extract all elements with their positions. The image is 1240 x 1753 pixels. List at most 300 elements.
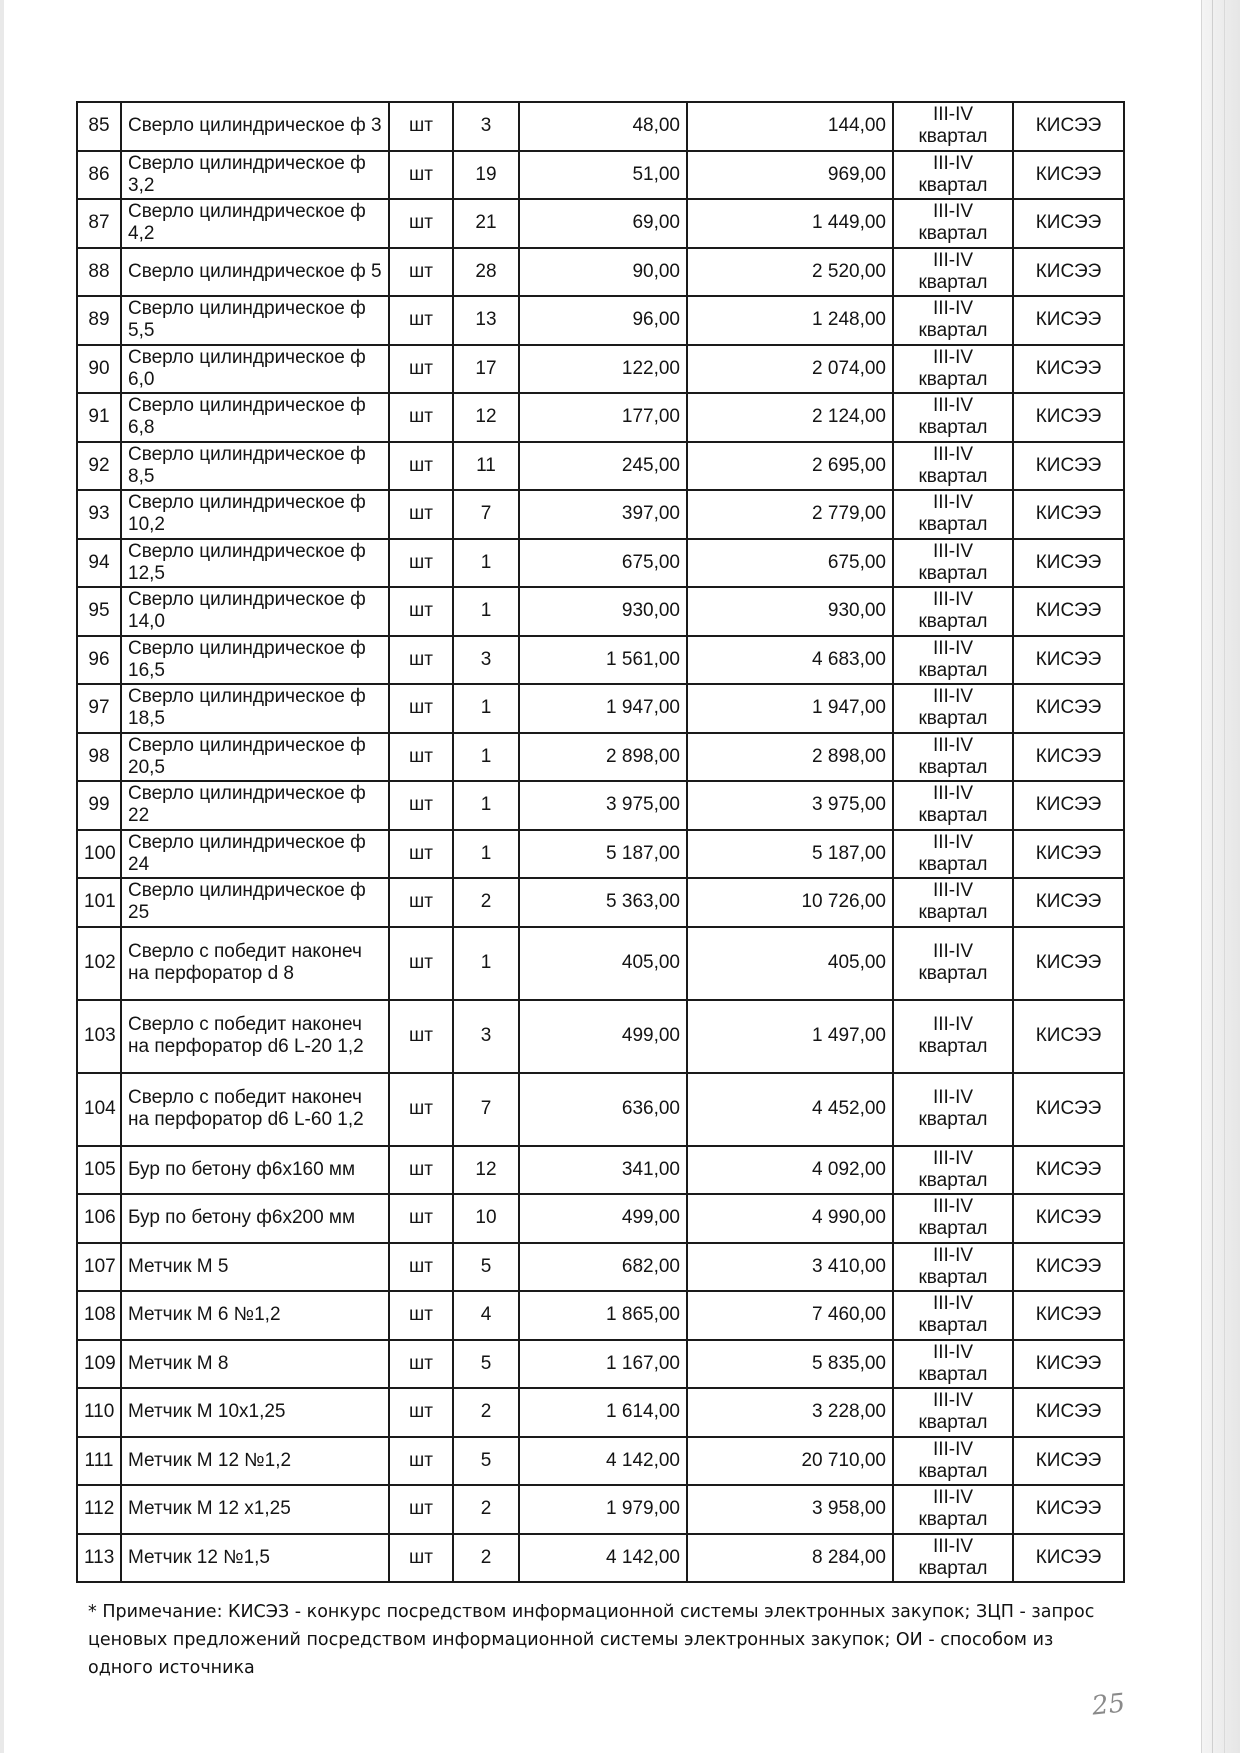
cell-item-name: Сверло цилиндрическое ф 10,2 — [121, 490, 389, 539]
cell-quantity: 3 — [453, 1000, 519, 1073]
cell-price: 122,00 — [519, 345, 687, 394]
cell-price: 405,00 — [519, 927, 687, 1000]
period-unit: квартал — [918, 756, 988, 778]
cell-period — [893, 490, 1013, 539]
cell-number: 113 — [77, 1534, 121, 1583]
cell-price: 177,00 — [519, 393, 687, 442]
period-range: III-IV — [932, 1535, 974, 1557]
table-row — [77, 781, 1124, 830]
cell-item-name: Метчик М 5 — [121, 1243, 389, 1292]
cell-unit: шт — [389, 1340, 453, 1389]
cell-sum: 3 228,00 — [687, 1388, 893, 1437]
procurement-items-table — [76, 101, 1125, 1583]
table-row — [77, 1291, 1124, 1340]
cell-period — [893, 1437, 1013, 1486]
period-range: III-IV — [932, 249, 974, 271]
cell-method: КИСЭЭ — [1013, 684, 1124, 733]
table-row — [77, 248, 1124, 297]
cell-number: 85 — [77, 102, 121, 151]
cell-item-name: Сверло цилиндрическое ф 12,5 — [121, 539, 389, 588]
period-range: III-IV — [932, 1244, 974, 1266]
cell-number: 106 — [77, 1194, 121, 1243]
cell-item-name: Бур по бетону ф6х160 мм — [121, 1146, 389, 1195]
table-row — [77, 733, 1124, 782]
cell-period — [893, 636, 1013, 685]
cell-sum: 4 990,00 — [687, 1194, 893, 1243]
period-unit: квартал — [918, 223, 988, 245]
period-unit: квартал — [918, 1169, 988, 1191]
cell-period — [893, 102, 1013, 151]
cell-number: 90 — [77, 345, 121, 394]
cell-number: 98 — [77, 733, 121, 782]
period-unit: квартал — [918, 1266, 988, 1288]
cell-item-name: Сверло цилиндрическое ф 18,5 — [121, 684, 389, 733]
page-number: 25 — [1090, 1688, 1127, 1722]
cell-sum: 10 726,00 — [687, 878, 893, 927]
cell-quantity: 13 — [453, 296, 519, 345]
cell-price: 1 561,00 — [519, 636, 687, 685]
cell-sum: 1 497,00 — [687, 1000, 893, 1073]
cell-number: 97 — [77, 684, 121, 733]
period-unit: квартал — [918, 659, 988, 681]
period-range: III-IV — [932, 686, 974, 708]
cell-price: 499,00 — [519, 1194, 687, 1243]
cell-number: 109 — [77, 1340, 121, 1389]
cell-sum: 3 975,00 — [687, 781, 893, 830]
cell-item-name: Метчик 12 №1,5 — [121, 1534, 389, 1583]
cell-number: 88 — [77, 248, 121, 297]
cell-item-name: Сверло цилиндрическое ф 22 — [121, 781, 389, 830]
cell-price: 1 979,00 — [519, 1485, 687, 1534]
cell-unit: шт — [389, 151, 453, 200]
cell-period — [893, 684, 1013, 733]
cell-period — [893, 1340, 1013, 1389]
cell-item-name: Сверло цилиндрическое ф 3,2 — [121, 151, 389, 200]
cell-unit: шт — [389, 781, 453, 830]
cell-quantity: 12 — [453, 393, 519, 442]
cell-quantity: 1 — [453, 927, 519, 1000]
cell-item-name: Сверло цилиндрическое ф 5 — [121, 248, 389, 297]
period-unit: квартал — [918, 1109, 988, 1130]
table-row — [77, 636, 1124, 685]
cell-price: 675,00 — [519, 539, 687, 588]
cell-number: 92 — [77, 442, 121, 491]
scan-page-edge-shadow — [1201, 0, 1240, 1753]
cell-quantity: 1 — [453, 830, 519, 879]
cell-period — [893, 1291, 1013, 1340]
cell-method: КИСЭЭ — [1013, 927, 1124, 1000]
period-unit: квартал — [918, 902, 988, 924]
cell-method: КИСЭЭ — [1013, 151, 1124, 200]
cell-period — [893, 1485, 1013, 1534]
period-range: III-IV — [932, 1196, 974, 1218]
cell-item-name: Сверло цилиндрическое ф 4,2 — [121, 199, 389, 248]
cell-quantity: 2 — [453, 1388, 519, 1437]
period-range: III-IV — [932, 734, 974, 756]
cell-quantity: 2 — [453, 1534, 519, 1583]
period-range: III-IV — [932, 395, 974, 417]
cell-price: 96,00 — [519, 296, 687, 345]
cell-method: КИСЭЭ — [1013, 1291, 1124, 1340]
cell-period — [893, 1146, 1013, 1195]
table-row — [77, 1194, 1124, 1243]
scan-left-edge — [0, 0, 4, 1753]
cell-method: КИСЭЭ — [1013, 102, 1124, 151]
cell-number: 86 — [77, 151, 121, 200]
cell-period — [893, 781, 1013, 830]
cell-unit: шт — [389, 1243, 453, 1292]
period-unit: квартал — [918, 1315, 988, 1337]
cell-unit: шт — [389, 1388, 453, 1437]
period-unit: квартал — [918, 1218, 988, 1240]
cell-method: КИСЭЭ — [1013, 733, 1124, 782]
cell-quantity: 17 — [453, 345, 519, 394]
cell-method: КИСЭЭ — [1013, 1485, 1124, 1534]
cell-item-name: Сверло цилиндрическое ф 25 — [121, 878, 389, 927]
cell-sum: 144,00 — [687, 102, 893, 151]
cell-unit: шт — [389, 393, 453, 442]
period-unit: квартал — [918, 1363, 988, 1385]
cell-price: 682,00 — [519, 1243, 687, 1292]
period-range: III-IV — [932, 1487, 974, 1509]
cell-method: КИСЭЭ — [1013, 587, 1124, 636]
cell-sum: 3 958,00 — [687, 1485, 893, 1534]
cell-item-name: Метчик М 12 №1,2 — [121, 1437, 389, 1486]
cell-item-name: Сверло цилиндрическое ф 8,5 — [121, 442, 389, 491]
cell-sum: 2 779,00 — [687, 490, 893, 539]
table-row — [77, 684, 1124, 733]
cell-item-name: Сверло цилиндрическое ф 14,0 — [121, 587, 389, 636]
cell-item-name: Сверло с победит наконеч на перфоратор d6 L-20 1,2 — [121, 1000, 389, 1073]
period-range: III-IV — [932, 880, 974, 902]
cell-sum: 2 124,00 — [687, 393, 893, 442]
table-row — [77, 151, 1124, 200]
cell-unit: шт — [389, 927, 453, 1000]
cell-sum: 3 410,00 — [687, 1243, 893, 1292]
cell-method: КИСЭЭ — [1013, 1146, 1124, 1195]
cell-price: 48,00 — [519, 102, 687, 151]
table-row — [77, 1243, 1124, 1292]
cell-period — [893, 878, 1013, 927]
cell-price: 4 142,00 — [519, 1437, 687, 1486]
cell-method: КИСЭЭ — [1013, 199, 1124, 248]
cell-method: КИСЭЭ — [1013, 636, 1124, 685]
cell-quantity: 7 — [453, 1073, 519, 1146]
cell-number: 94 — [77, 539, 121, 588]
period-unit: квартал — [918, 271, 988, 293]
cell-period — [893, 1194, 1013, 1243]
table-row — [77, 1534, 1124, 1583]
cell-quantity: 12 — [453, 1146, 519, 1195]
period-unit: квартал — [918, 465, 988, 487]
cell-unit: шт — [389, 636, 453, 685]
period-unit: квартал — [918, 1036, 988, 1057]
period-range: III-IV — [932, 1014, 974, 1035]
cell-method: КИСЭЭ — [1013, 781, 1124, 830]
cell-item-name: Сверло цилиндрическое ф 5,5 — [121, 296, 389, 345]
cell-item-name: Метчик М 8 — [121, 1340, 389, 1389]
cell-unit: шт — [389, 490, 453, 539]
period-unit: квартал — [918, 1412, 988, 1434]
cell-item-name: Бур по бетону ф6х200 мм — [121, 1194, 389, 1243]
table-body — [77, 102, 1124, 1582]
cell-quantity: 7 — [453, 490, 519, 539]
cell-item-name: Метчик М 12 х1,25 — [121, 1485, 389, 1534]
cell-method: КИСЭЭ — [1013, 1073, 1124, 1146]
cell-price: 3 975,00 — [519, 781, 687, 830]
table-row — [77, 490, 1124, 539]
cell-method: КИСЭЭ — [1013, 1388, 1124, 1437]
cell-price: 51,00 — [519, 151, 687, 200]
cell-quantity: 5 — [453, 1243, 519, 1292]
cell-price: 2 898,00 — [519, 733, 687, 782]
cell-period — [893, 248, 1013, 297]
period-unit: квартал — [918, 708, 988, 730]
cell-price: 245,00 — [519, 442, 687, 491]
period-unit: квартал — [918, 611, 988, 633]
cell-item-name: Сверло цилиндрическое ф 6,8 — [121, 393, 389, 442]
cell-method: КИСЭЭ — [1013, 248, 1124, 297]
table-row — [77, 1146, 1124, 1195]
period-range: III-IV — [932, 492, 974, 514]
table-row — [77, 830, 1124, 879]
cell-number: 104 — [77, 1073, 121, 1146]
cell-unit: шт — [389, 102, 453, 151]
cell-unit: шт — [389, 296, 453, 345]
table-row — [77, 539, 1124, 588]
period-range: III-IV — [932, 152, 974, 174]
cell-quantity: 21 — [453, 199, 519, 248]
cell-number: 89 — [77, 296, 121, 345]
period-unit: квартал — [918, 514, 988, 536]
cell-number: 96 — [77, 636, 121, 685]
period-unit: квартал — [918, 368, 988, 390]
cell-number: 110 — [77, 1388, 121, 1437]
period-unit: квартал — [918, 963, 988, 984]
period-range: III-IV — [932, 1087, 974, 1108]
period-range: III-IV — [932, 589, 974, 611]
cell-quantity: 1 — [453, 587, 519, 636]
cell-period — [893, 587, 1013, 636]
cell-quantity: 10 — [453, 1194, 519, 1243]
cell-method: КИСЭЭ — [1013, 1243, 1124, 1292]
cell-unit: шт — [389, 1073, 453, 1146]
period-unit: квартал — [918, 1509, 988, 1531]
cell-unit: шт — [389, 1437, 453, 1486]
cell-unit: шт — [389, 1485, 453, 1534]
cell-sum: 5 835,00 — [687, 1340, 893, 1389]
cell-sum: 5 187,00 — [687, 830, 893, 879]
cell-unit: шт — [389, 539, 453, 588]
cell-number: 101 — [77, 878, 121, 927]
cell-sum: 1 947,00 — [687, 684, 893, 733]
cell-price: 636,00 — [519, 1073, 687, 1146]
cell-sum: 20 710,00 — [687, 1437, 893, 1486]
cell-number: 99 — [77, 781, 121, 830]
cell-unit: шт — [389, 345, 453, 394]
table-row — [77, 1437, 1124, 1486]
period-range: III-IV — [932, 1390, 974, 1412]
cell-unit: шт — [389, 587, 453, 636]
period-range: III-IV — [932, 831, 974, 853]
table-row — [77, 1485, 1124, 1534]
cell-quantity: 1 — [453, 684, 519, 733]
cell-period — [893, 1243, 1013, 1292]
table-row — [77, 927, 1124, 1000]
table-row — [77, 878, 1124, 927]
cell-number: 91 — [77, 393, 121, 442]
cell-number: 108 — [77, 1291, 121, 1340]
cell-method: КИСЭЭ — [1013, 490, 1124, 539]
cell-period — [893, 199, 1013, 248]
cell-method: КИСЭЭ — [1013, 296, 1124, 345]
cell-unit: шт — [389, 1146, 453, 1195]
cell-period — [893, 1073, 1013, 1146]
cell-price: 1 614,00 — [519, 1388, 687, 1437]
cell-sum: 1 449,00 — [687, 199, 893, 248]
cell-price: 90,00 — [519, 248, 687, 297]
cell-unit: шт — [389, 248, 453, 297]
period-unit: квартал — [918, 417, 988, 439]
cell-number: 100 — [77, 830, 121, 879]
period-range: III-IV — [932, 104, 974, 126]
cell-quantity: 5 — [453, 1340, 519, 1389]
table-row — [77, 1340, 1124, 1389]
cell-number: 103 — [77, 1000, 121, 1073]
cell-sum: 7 460,00 — [687, 1291, 893, 1340]
cell-price: 499,00 — [519, 1000, 687, 1073]
cell-price: 1 865,00 — [519, 1291, 687, 1340]
cell-period — [893, 1388, 1013, 1437]
cell-method: КИСЭЭ — [1013, 1000, 1124, 1073]
period-unit: квартал — [918, 174, 988, 196]
cell-number: 95 — [77, 587, 121, 636]
cell-unit: шт — [389, 830, 453, 879]
cell-number: 93 — [77, 490, 121, 539]
cell-price: 930,00 — [519, 587, 687, 636]
period-unit: квартал — [918, 853, 988, 875]
period-range: III-IV — [932, 1147, 974, 1169]
table-row — [77, 587, 1124, 636]
table-row — [77, 393, 1124, 442]
cell-sum: 2 520,00 — [687, 248, 893, 297]
cell-method: КИСЭЭ — [1013, 345, 1124, 394]
cell-sum: 2 074,00 — [687, 345, 893, 394]
cell-period — [893, 927, 1013, 1000]
cell-unit: шт — [389, 199, 453, 248]
period-range: III-IV — [932, 346, 974, 368]
cell-price: 1 167,00 — [519, 1340, 687, 1389]
cell-number: 105 — [77, 1146, 121, 1195]
table-row — [77, 102, 1124, 151]
cell-sum: 2 695,00 — [687, 442, 893, 491]
cell-period — [893, 151, 1013, 200]
cell-method: КИСЭЭ — [1013, 442, 1124, 491]
cell-sum: 2 898,00 — [687, 733, 893, 782]
cell-item-name: Сверло цилиндрическое ф 16,5 — [121, 636, 389, 685]
period-unit: квартал — [918, 562, 988, 584]
table-row — [77, 199, 1124, 248]
cell-quantity: 3 — [453, 636, 519, 685]
cell-period — [893, 539, 1013, 588]
cell-period — [893, 733, 1013, 782]
period-unit: квартал — [918, 1557, 988, 1579]
table-row — [77, 1388, 1124, 1437]
period-range: III-IV — [932, 941, 974, 962]
table-row — [77, 1000, 1124, 1073]
cell-quantity: 1 — [453, 539, 519, 588]
cell-item-name: Сверло цилиндрическое ф 24 — [121, 830, 389, 879]
cell-number: 87 — [77, 199, 121, 248]
period-range: III-IV — [932, 540, 974, 562]
cell-sum: 1 248,00 — [687, 296, 893, 345]
cell-sum: 405,00 — [687, 927, 893, 1000]
cell-number: 102 — [77, 927, 121, 1000]
cell-sum: 4 452,00 — [687, 1073, 893, 1146]
cell-item-name: Сверло цилиндрическое ф 20,5 — [121, 733, 389, 782]
cell-sum: 969,00 — [687, 151, 893, 200]
cell-method: КИСЭЭ — [1013, 1437, 1124, 1486]
period-unit: квартал — [918, 1460, 988, 1482]
cell-sum: 8 284,00 — [687, 1534, 893, 1583]
cell-price: 1 947,00 — [519, 684, 687, 733]
cell-quantity: 4 — [453, 1291, 519, 1340]
cell-unit: шт — [389, 733, 453, 782]
footnote: * Примечание: КИСЭЗ - конкурс посредством информационной системы электронных закупок; ЗЦП - запрос ценовых предложений посредством информационной системы электронных закупок; ОИ - способом из одного источника — [88, 1602, 1095, 1678]
table-row — [77, 1073, 1124, 1146]
cell-period — [893, 345, 1013, 394]
cell-method: КИСЭЭ — [1013, 393, 1124, 442]
cell-period — [893, 1000, 1013, 1073]
cell-period — [893, 442, 1013, 491]
cell-sum: 4 092,00 — [687, 1146, 893, 1195]
cell-quantity: 1 — [453, 733, 519, 782]
cell-method: КИСЭЭ — [1013, 539, 1124, 588]
cell-item-name: Метчик М 6 №1,2 — [121, 1291, 389, 1340]
cell-unit: шт — [389, 1291, 453, 1340]
cell-item-name: Сверло с победит наконеч на перфоратор d6 L-60 1,2 — [121, 1073, 389, 1146]
cell-price: 69,00 — [519, 199, 687, 248]
cell-item-name: Сверло с победит наконеч на перфоратор d 8 — [121, 927, 389, 1000]
cell-price: 5 187,00 — [519, 830, 687, 879]
cell-price: 397,00 — [519, 490, 687, 539]
cell-period — [893, 830, 1013, 879]
period-unit: квартал — [918, 320, 988, 342]
table-row — [77, 296, 1124, 345]
period-range: III-IV — [932, 1438, 974, 1460]
cell-quantity: 3 — [453, 102, 519, 151]
cell-method: КИСЭЭ — [1013, 1194, 1124, 1243]
cell-sum: 675,00 — [687, 539, 893, 588]
cell-number: 112 — [77, 1485, 121, 1534]
cell-period — [893, 296, 1013, 345]
table-row — [77, 345, 1124, 394]
cell-quantity: 28 — [453, 248, 519, 297]
cell-method: КИСЭЭ — [1013, 1340, 1124, 1389]
cell-price: 341,00 — [519, 1146, 687, 1195]
cell-quantity: 11 — [453, 442, 519, 491]
cell-unit: шт — [389, 1534, 453, 1583]
cell-method: КИСЭЭ — [1013, 1534, 1124, 1583]
period-range: III-IV — [932, 443, 974, 465]
cell-quantity: 2 — [453, 878, 519, 927]
cell-quantity: 5 — [453, 1437, 519, 1486]
cell-price: 5 363,00 — [519, 878, 687, 927]
cell-unit: шт — [389, 684, 453, 733]
cell-quantity: 2 — [453, 1485, 519, 1534]
cell-item-name: Метчик М 10х1,25 — [121, 1388, 389, 1437]
period-range: III-IV — [932, 201, 974, 223]
